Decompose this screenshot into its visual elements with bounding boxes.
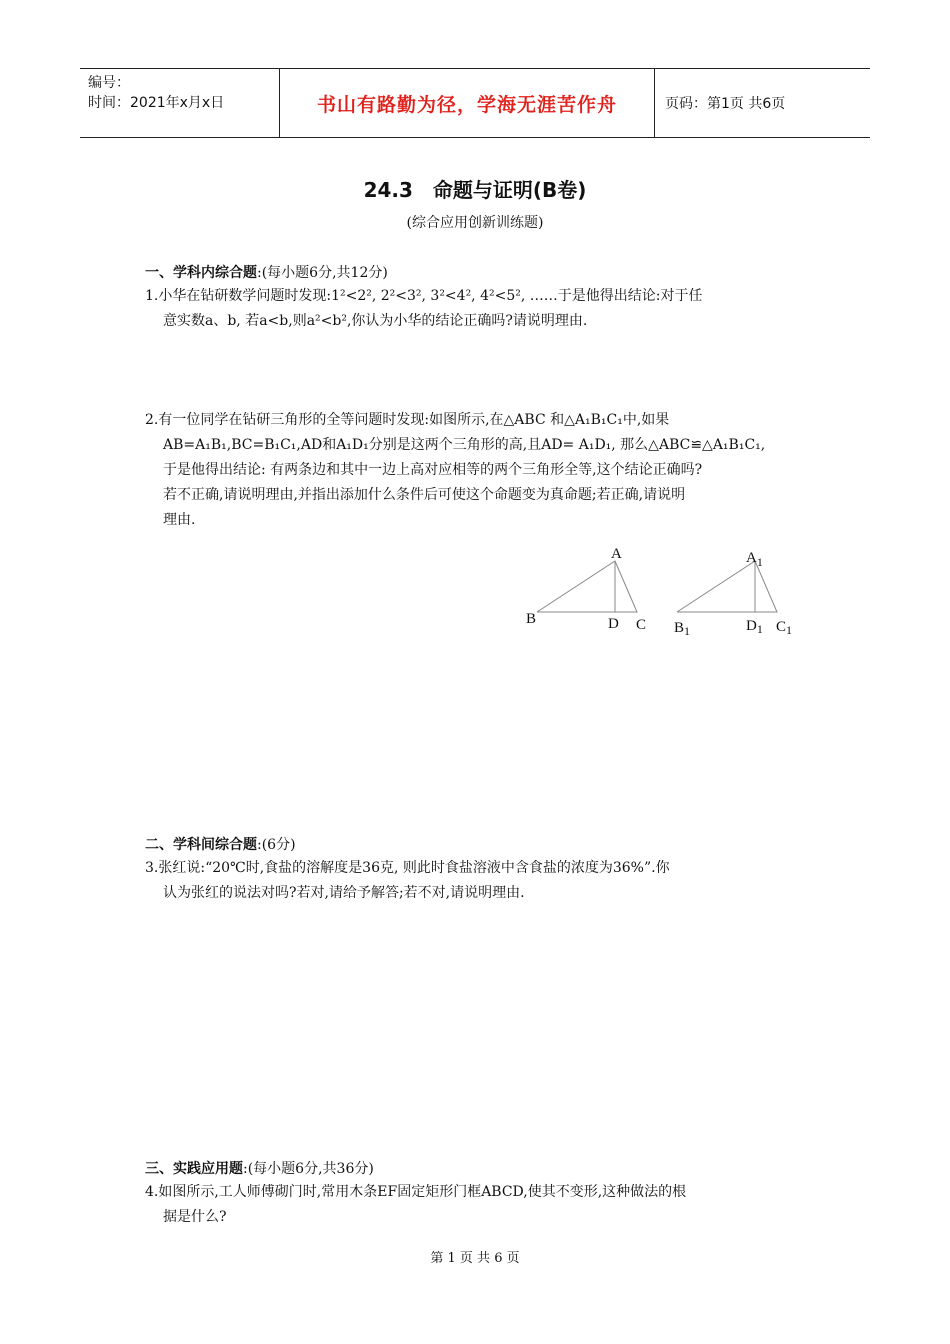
label-b: B <box>526 611 537 627</box>
q3-line-1: 3.张红说:“20℃时,食盐的溶解度是36克, 则此时食盐溶液中含食盐的浓度为36%”.你 <box>145 860 670 876</box>
label-d: D <box>608 616 619 632</box>
triangle-a1b1c1 <box>674 550 792 638</box>
section-3-title: 三、实践应用题 <box>145 1161 243 1177</box>
q2-line-2: AB=A₁B₁,BC=B₁C₁,AD和A₁D₁分别是这两个三角形的高,且AD= A₁D₁, 那么△ABC≌△A₁B₁C₁, <box>163 437 766 453</box>
triangle-abc <box>526 546 646 633</box>
section-3-note: :(每小题6分,共36分) <box>243 1161 374 1177</box>
section-2-note: :(6分) <box>257 837 296 853</box>
section-1-title: 一、学科内综合题 <box>145 265 257 281</box>
question-4 <box>145 1180 825 1230</box>
label-a: A <box>611 546 622 562</box>
number-label: 编号： <box>88 75 130 91</box>
q2-line-4: 若不正确,请说明理由,并指出添加什么条件后可使这个命题变为真命题;若正确,请说明 <box>163 487 686 503</box>
q1-line-2: 意实数a、b, 若a<b,则a²<b²,你认为小华的结论正确吗?请说明理由. <box>163 313 588 329</box>
q3-line-2: 认为张红的说法对吗?若对,请给予解答;若不对,请说明理由. <box>163 885 525 901</box>
label-b1: $B_1$ <box>674 620 691 638</box>
section-3-heading <box>145 1158 374 1178</box>
label-d1: $D_1$ <box>746 618 763 636</box>
header-meta-cell <box>80 69 280 137</box>
q2-line-3: 于是他得出结论: 有两条边和其中一边上高对应相等的两个三角形全等,这个结论正确吗? <box>163 462 703 478</box>
section-1-heading <box>145 262 388 282</box>
triangles-figure <box>520 540 810 645</box>
label-c: C <box>636 617 647 633</box>
section-2-title: 二、学科间综合题 <box>145 837 257 853</box>
header-table <box>80 68 870 138</box>
page-info: 页码：第1页 共6页 <box>665 96 786 112</box>
page-footer: 第 1 页 共 6 页 <box>430 1251 520 1266</box>
page-subtitle: (综合应用创新训练题) <box>406 215 544 231</box>
q4-line-2: 据是什么? <box>163 1209 227 1225</box>
section-1-note: :(每小题6分,共12分) <box>257 265 388 281</box>
question-3 <box>145 856 825 906</box>
label-a1: $A_1$ <box>746 550 763 569</box>
time-label: 时间：2021年x月x日 <box>88 95 225 111</box>
page-title: 24.3 命题与证明(B卷) <box>363 178 587 202</box>
label-c1: $C_1$ <box>776 619 793 637</box>
q4-line-1: 4.如图所示,工人师傅砌门时,常用木条EF固定矩形门框ABCD,使其不变形,这种做法的根 <box>145 1184 687 1200</box>
question-1 <box>145 284 825 334</box>
motto: 书山有路勤为径，学海无涯苦作舟 <box>280 69 655 137</box>
section-2-heading <box>145 834 296 854</box>
q2-line-5: 理由. <box>163 512 196 528</box>
question-2 <box>145 408 825 533</box>
q1-line-1: 1.小华在钻研数学问题时发现:1²<2², 2²<3², 3²<4², 4²<5², ……于是他得出结论:对于任 <box>145 288 703 304</box>
q2-line-1: 2.有一位同学在钻研三角形的全等问题时发现:如图所示,在△ABC 和△A₁B₁C₁中,如果 <box>145 412 670 428</box>
